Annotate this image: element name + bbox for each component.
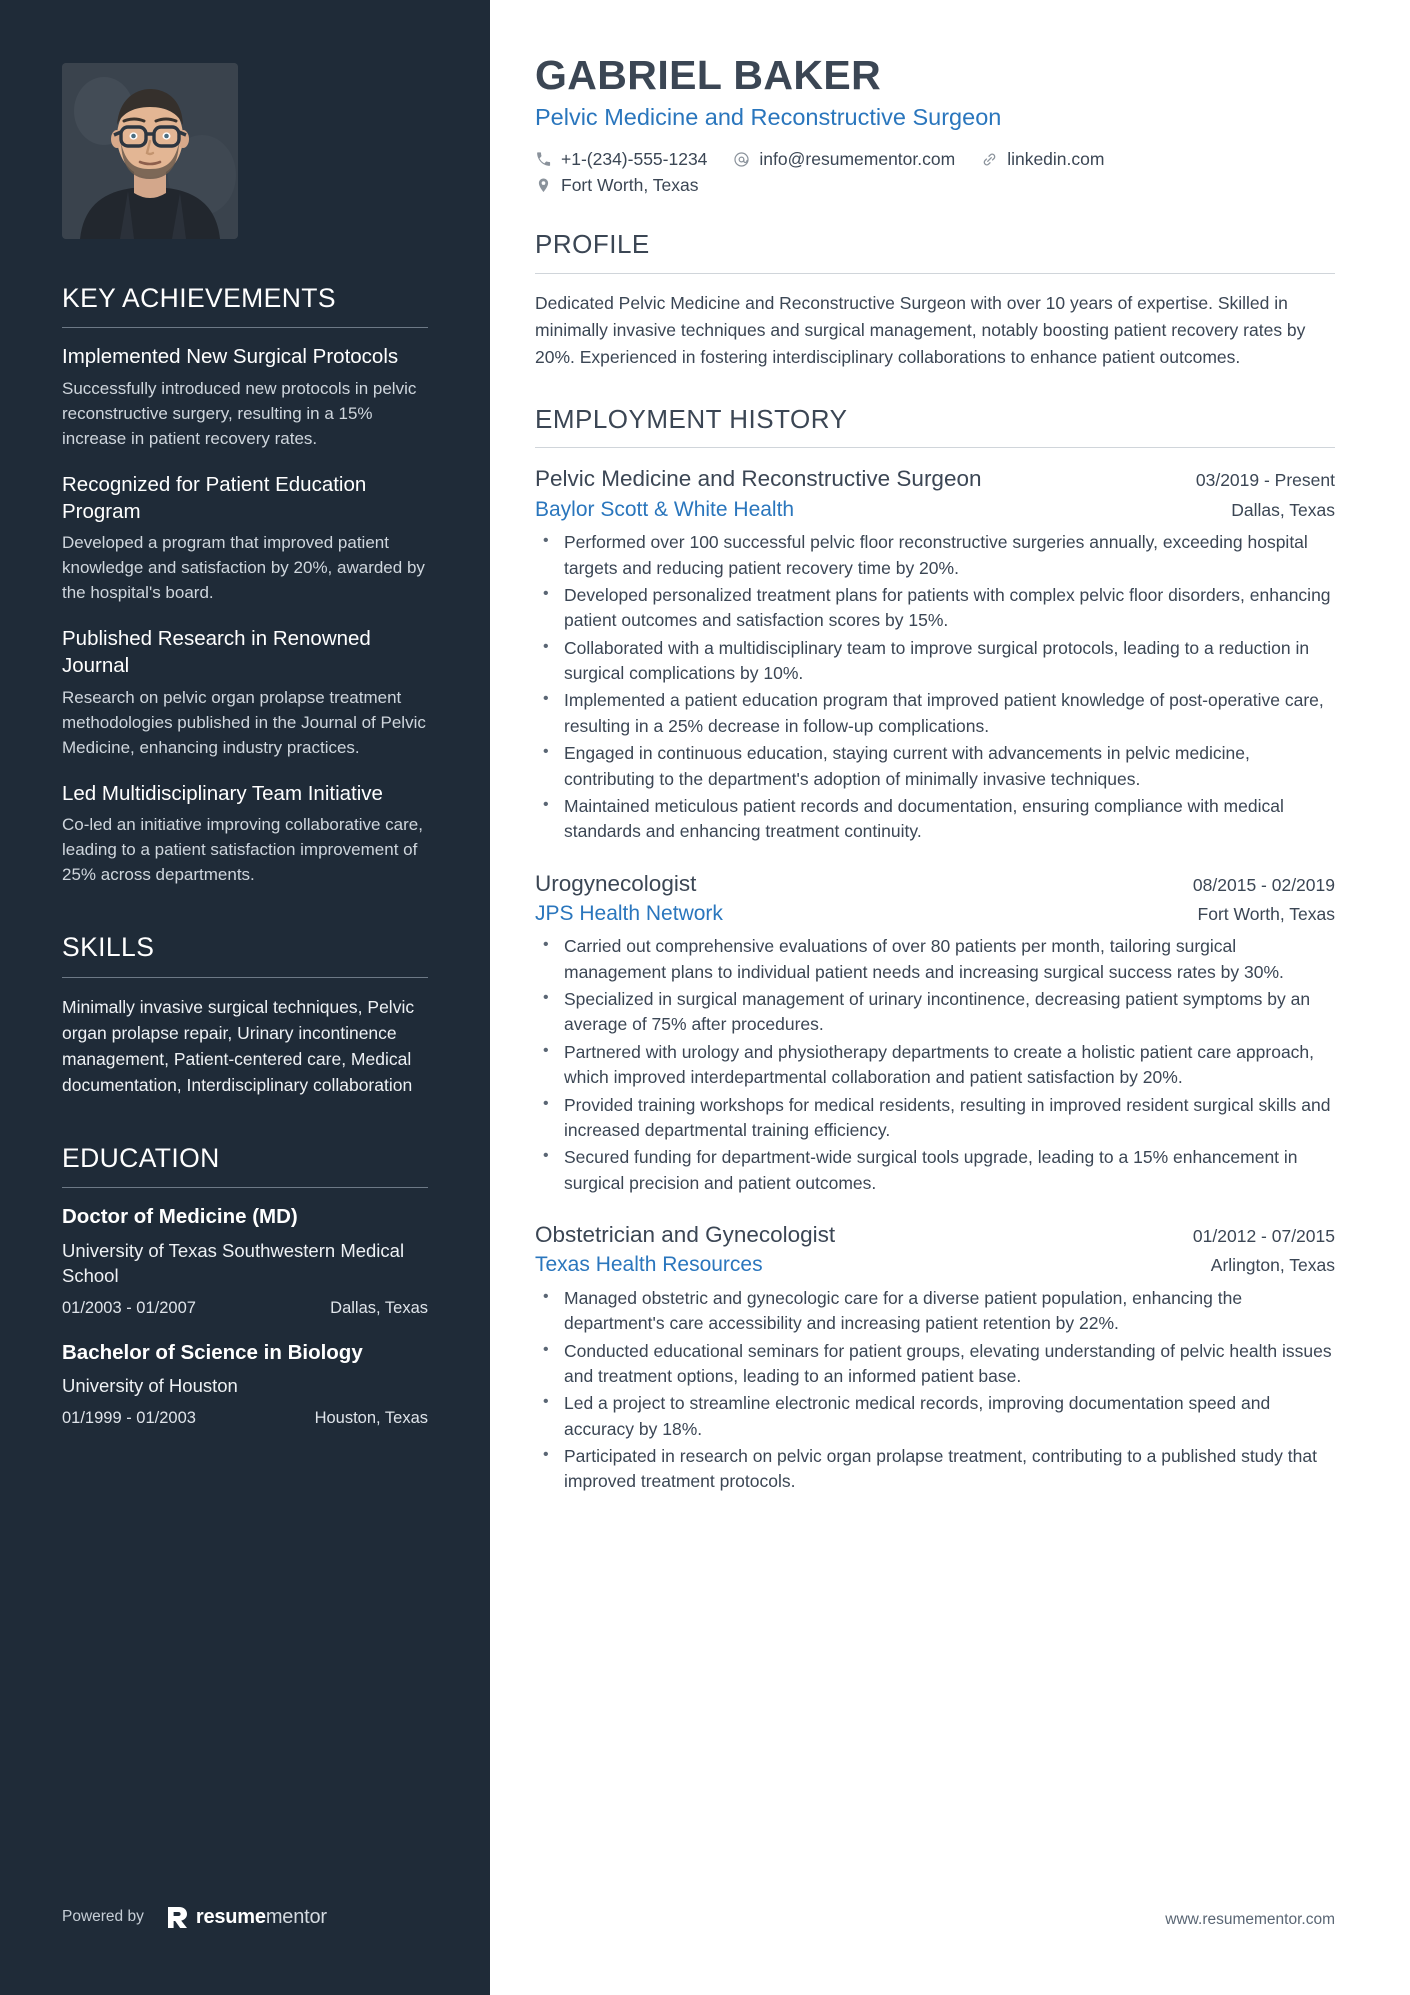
achievement-item [62, 472, 428, 606]
job-header-row [535, 1220, 1335, 1250]
job-bullet: • Partnered with urology and physiotherapy departments to create a holistic patient care approach, which improved interdepartmental collaboration and patient satisfaction by 20%. [535, 1040, 1335, 1091]
logo-bold-part: resume [195, 1905, 266, 1928]
job-location: Arlington, Texas [1210, 1255, 1335, 1276]
job-bullet: • Developed personalized treatment plans for patients with complex pelvic floor disorders, enhancing patient outcomes and satisfaction scores by 15%. [535, 583, 1335, 634]
job-bullets [535, 934, 1335, 1196]
job-dates: 03/2019 - Present [1195, 470, 1335, 491]
resumementor-logo [166, 1905, 327, 1929]
location-value: Fort Worth, Texas [561, 175, 699, 196]
achievement-item [62, 626, 428, 760]
location-pin-icon [535, 177, 552, 194]
achievement-item [62, 781, 428, 889]
job-bullet: • Conducted educational seminars for patient groups, elevating understanding of pelvic health issues and treatment options, leading to an informed patient base. [535, 1339, 1335, 1390]
achievement-description: Research on pelvic organ prolapse treatment methodologies published in the Journal of Pelvic Medicine, enhancing industry practices. [62, 687, 426, 757]
contact-info-row2 [535, 175, 1235, 196]
achievement-description: Co-led an initiative improving collaborative care, leading to a patient satisfaction improvement of 25% across departments. [62, 815, 423, 885]
education-section [62, 1143, 428, 1429]
achievement-title: Published Research in Renowned Journal [62, 627, 371, 677]
profile-section [535, 230, 1335, 370]
skills-section [62, 932, 428, 1098]
achievement-title: Recognized for Patient Education Program [62, 473, 367, 523]
job-bullets [535, 530, 1335, 845]
divider [535, 447, 1335, 448]
employment-history-heading: EMPLOYMENT HISTORY [535, 403, 848, 434]
divider [62, 1187, 428, 1188]
avatar [62, 63, 238, 239]
education-meta [62, 1409, 428, 1428]
job-bullet: • Engaged in continuous education, staying current with advancements in pelvic medicine, contributing to the department's adoption of minimally invasive techniques. [535, 741, 1335, 792]
education-dates: 01/1999 - 01/2003 [62, 1409, 196, 1428]
job-header-row [535, 869, 1335, 899]
job-entry [535, 1220, 1335, 1495]
education-school: University of Texas Southwestern Medical School [62, 1239, 405, 1286]
skills-heading: SKILLS [62, 932, 155, 963]
divider [62, 977, 428, 978]
resumementor-wordmark [196, 1906, 327, 1929]
job-bullet: • Specialized in surgical management of urinary incontinence, decreasing patient symptoms by an average of 75% after procedures. [535, 987, 1335, 1038]
job-bullets [535, 1286, 1335, 1495]
email-value: info@resumementor.com [759, 149, 956, 170]
job-location: Dallas, Texas [1231, 499, 1335, 520]
contact-location [535, 175, 698, 196]
education-location: Houston, Texas [314, 1409, 428, 1428]
job-company: JPS Health Network [535, 902, 723, 925]
education-dates: 01/2003 - 01/2007 [62, 1298, 196, 1317]
logo-light-part: mentor [265, 1905, 327, 1928]
divider [62, 327, 428, 328]
job-subheader-row [535, 496, 1335, 524]
page-title: GABRIEL BAKER [535, 52, 882, 98]
link-icon [981, 151, 998, 168]
skills-list: Minimally invasive surgical techniques, Pelvic organ prolapse repair, Urinary incontinence management, Patient-centered care, Medical documentation, Interdisciplinary collaboration [62, 996, 415, 1096]
job-bullet: • Managed obstetric and gynecologic care for a diverse patient population, enhancing the department's care accessibility and increasing patient retention by 22%. [535, 1286, 1335, 1337]
job-dates: 08/2015 - 02/2019 [1192, 874, 1335, 895]
job-bullet: • Performed over 100 successful pelvic floor reconstructive surgeries annually, exceeding hospital targets and reducing patient recovery time by 20%. [535, 530, 1335, 581]
divider [535, 273, 1335, 274]
achievement-title: Led Multidisciplinary Team Initiative [62, 781, 383, 805]
contact-info [535, 149, 1235, 170]
website-footer: www.resumementor.com [1165, 1911, 1335, 1928]
job-bullet: • Collaborated with a multidisciplinary team to improve surgical protocols, leading to a reduction in surgical complications by 10%. [535, 636, 1335, 687]
job-company: Baylor Scott & White Health [535, 497, 795, 521]
job-title: Obstetrician and Gynecologist [535, 1222, 836, 1248]
job-bullet: • Maintained meticulous patient records and documentation, ensuring compliance with medical standards and enhancing treatment continuity. [535, 794, 1335, 845]
job-bullet: • Participated in research on pelvic organ prolapse treatment, contributing to a published study that improved treatment protocols. [535, 1444, 1335, 1495]
education-item [62, 1340, 428, 1429]
education-item [62, 1204, 428, 1318]
job-entry [535, 869, 1335, 1196]
education-heading: EDUCATION [62, 1142, 220, 1173]
key-achievements-section [62, 283, 428, 888]
profile-text: Dedicated Pelvic Medicine and Reconstructive Surgeon with over 10 years of expertise. Skilled in minimally invasive techniques and surgical management, notably boosting patient recovery rates by 20%. Experienced in fostering interdisciplinary collaborations to enhance patient outcomes. [535, 293, 1306, 367]
contact-link [981, 149, 1104, 170]
employment-history-section [535, 405, 1335, 1495]
phone-value: +1-(234)-555-1234 [561, 149, 708, 170]
email-icon [733, 151, 750, 168]
achievement-description: Developed a program that improved patient knowledge and satisfaction by 20%, awarded by the hospital's board. [62, 533, 425, 603]
contact-email [733, 149, 955, 170]
main-content [490, 0, 1410, 1995]
profile-heading: PROFILE [535, 229, 650, 260]
education-location: Dallas, Texas [330, 1298, 428, 1317]
job-dates: 01/2012 - 07/2015 [1192, 1226, 1335, 1247]
job-bullet: • Implemented a patient education program that improved patient knowledge of post-operative care, resulting in a 25% decrease in follow-up complications. [535, 688, 1335, 739]
job-bullet: • Carried out comprehensive evaluations of over 80 patients per month, tailoring surgical management plans to individual patient needs and increasing surgical success rates by 30%. [535, 934, 1335, 985]
education-degree: Bachelor of Science in Biology [62, 1340, 363, 1364]
contact-phone [535, 149, 707, 170]
resumementor-mark-icon [166, 1905, 188, 1929]
avatar-container [62, 0, 428, 239]
job-role-subtitle: Pelvic Medicine and Reconstructive Surgeon [535, 104, 1002, 131]
achievement-title: Implemented New Surgical Protocols [62, 345, 399, 369]
sidebar-footer [62, 1905, 327, 1929]
education-school: University of Houston [62, 1375, 238, 1397]
powered-by-label: Powered by [62, 1908, 144, 1925]
job-location: Fort Worth, Texas [1197, 904, 1335, 924]
key-achievements-heading: KEY ACHIEVEMENTS [62, 283, 336, 313]
education-meta [62, 1299, 428, 1318]
achievement-item [62, 344, 428, 452]
job-title: Urogynecologist [535, 870, 697, 896]
job-subheader-row [535, 1251, 1335, 1279]
job-bullet: • Provided training workshops for medical residents, resulting in improved resident surgical skills and increased departmental training efficiency. [535, 1093, 1335, 1144]
education-degree: Doctor of Medicine (MD) [62, 1205, 298, 1229]
job-company: Texas Health Resources [535, 1253, 763, 1277]
phone-icon [535, 151, 552, 168]
sidebar [0, 0, 490, 1995]
job-subheader-row [535, 900, 1335, 928]
job-header-row [535, 464, 1335, 494]
job-title: Pelvic Medicine and Reconstructive Surgeon [535, 466, 982, 492]
link-value: linkedin.com [1007, 149, 1105, 170]
achievement-description: Successfully introduced new protocols in pelvic reconstructive surgery, resulting in a 15% increase in patient recovery rates. [62, 379, 417, 449]
job-bullet: • Led a project to streamline electronic medical records, improving documentation speed and accuracy by 18%. [535, 1391, 1335, 1442]
job-bullet: • Secured funding for department-wide surgical tools upgrade, leading to a 15% enhancement in surgical precision and patient outcomes. [535, 1145, 1335, 1196]
job-entry [535, 464, 1335, 844]
